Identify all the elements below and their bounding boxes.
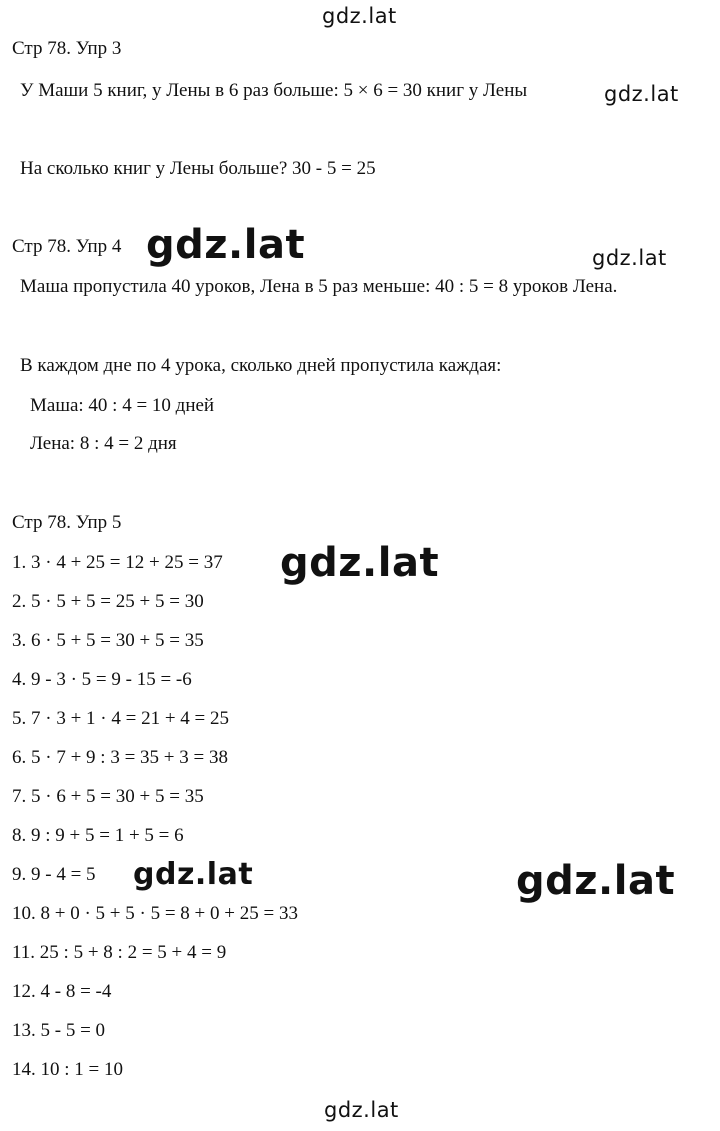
ex4-header: Стр 78. Упр 4 [12, 236, 122, 257]
watermark-ex3: gdz.lat [604, 82, 679, 106]
watermark-top: gdz.lat [322, 4, 397, 28]
ex3-line-2: На сколько книг у Лены больше? 30 - 5 = 25 [20, 158, 376, 179]
ex5-item-4: 4. 9 - 3 · 5 = 9 - 15 = -6 [12, 669, 192, 690]
ex5-item-12: 12. 4 - 8 = -4 [12, 981, 112, 1002]
ex5-item-1: 1. 3 · 4 + 25 = 12 + 25 = 37 [12, 552, 223, 573]
ex5-item-7: 7. 5 · 6 + 5 = 30 + 5 = 35 [12, 786, 204, 807]
ex5-item-6: 6. 5 · 7 + 9 : 3 = 35 + 3 = 38 [12, 747, 228, 768]
ex5-item-9: 9. 9 - 4 = 5 [12, 864, 96, 885]
ex5-item-8: 8. 9 : 9 + 5 = 1 + 5 = 6 [12, 825, 184, 846]
ex4-line-1: Маша пропустила 40 уроков, Лена в 5 раз меньше: 40 : 5 = 8 уроков Лена. [20, 276, 618, 297]
watermark-ex4-small: gdz.lat [592, 246, 667, 270]
ex5-item-3: 3. 6 · 5 + 5 = 30 + 5 = 35 [12, 630, 204, 651]
watermark-ex5-right: gdz.lat [516, 858, 676, 904]
ex5-item-5: 5. 7 · 3 + 1 · 4 = 21 + 4 = 25 [12, 708, 230, 729]
ex4-line-3: Маша: 40 : 4 = 10 дней [30, 395, 215, 416]
watermark-ex5-large: gdz.lat [280, 540, 440, 586]
watermark-bottom: gdz.lat [324, 1098, 399, 1122]
ex3-line-1: У Маши 5 книг, у Лены в 6 раз больше: 5 × 6 = 30 книг у Лены [20, 80, 528, 101]
ex5-item-2: 2. 5 · 5 + 5 = 25 + 5 = 30 [12, 591, 204, 612]
ex3-header: Стр 78. Упр 3 [12, 38, 122, 59]
ex5-item-13: 13. 5 - 5 = 0 [12, 1020, 106, 1041]
watermark-ex5-medium: gdz.lat [133, 857, 254, 892]
ex5-item-14: 14. 10 : 1 = 10 [12, 1059, 123, 1080]
ex4-line-4: Лена: 8 : 4 = 2 дня [30, 433, 177, 454]
ex5-item-11: 11. 25 : 5 + 8 : 2 = 5 + 4 = 9 [12, 942, 227, 963]
ex5-header: Стр 78. Упр 5 [12, 512, 122, 533]
watermark-ex4-large: gdz.lat [146, 222, 306, 268]
ex5-item-10: 10. 8 + 0 · 5 + 5 · 5 = 8 + 0 + 25 = 33 [12, 903, 298, 924]
ex4-line-2: В каждом дне по 4 урока, сколько дней пропустила каждая: [20, 355, 502, 376]
